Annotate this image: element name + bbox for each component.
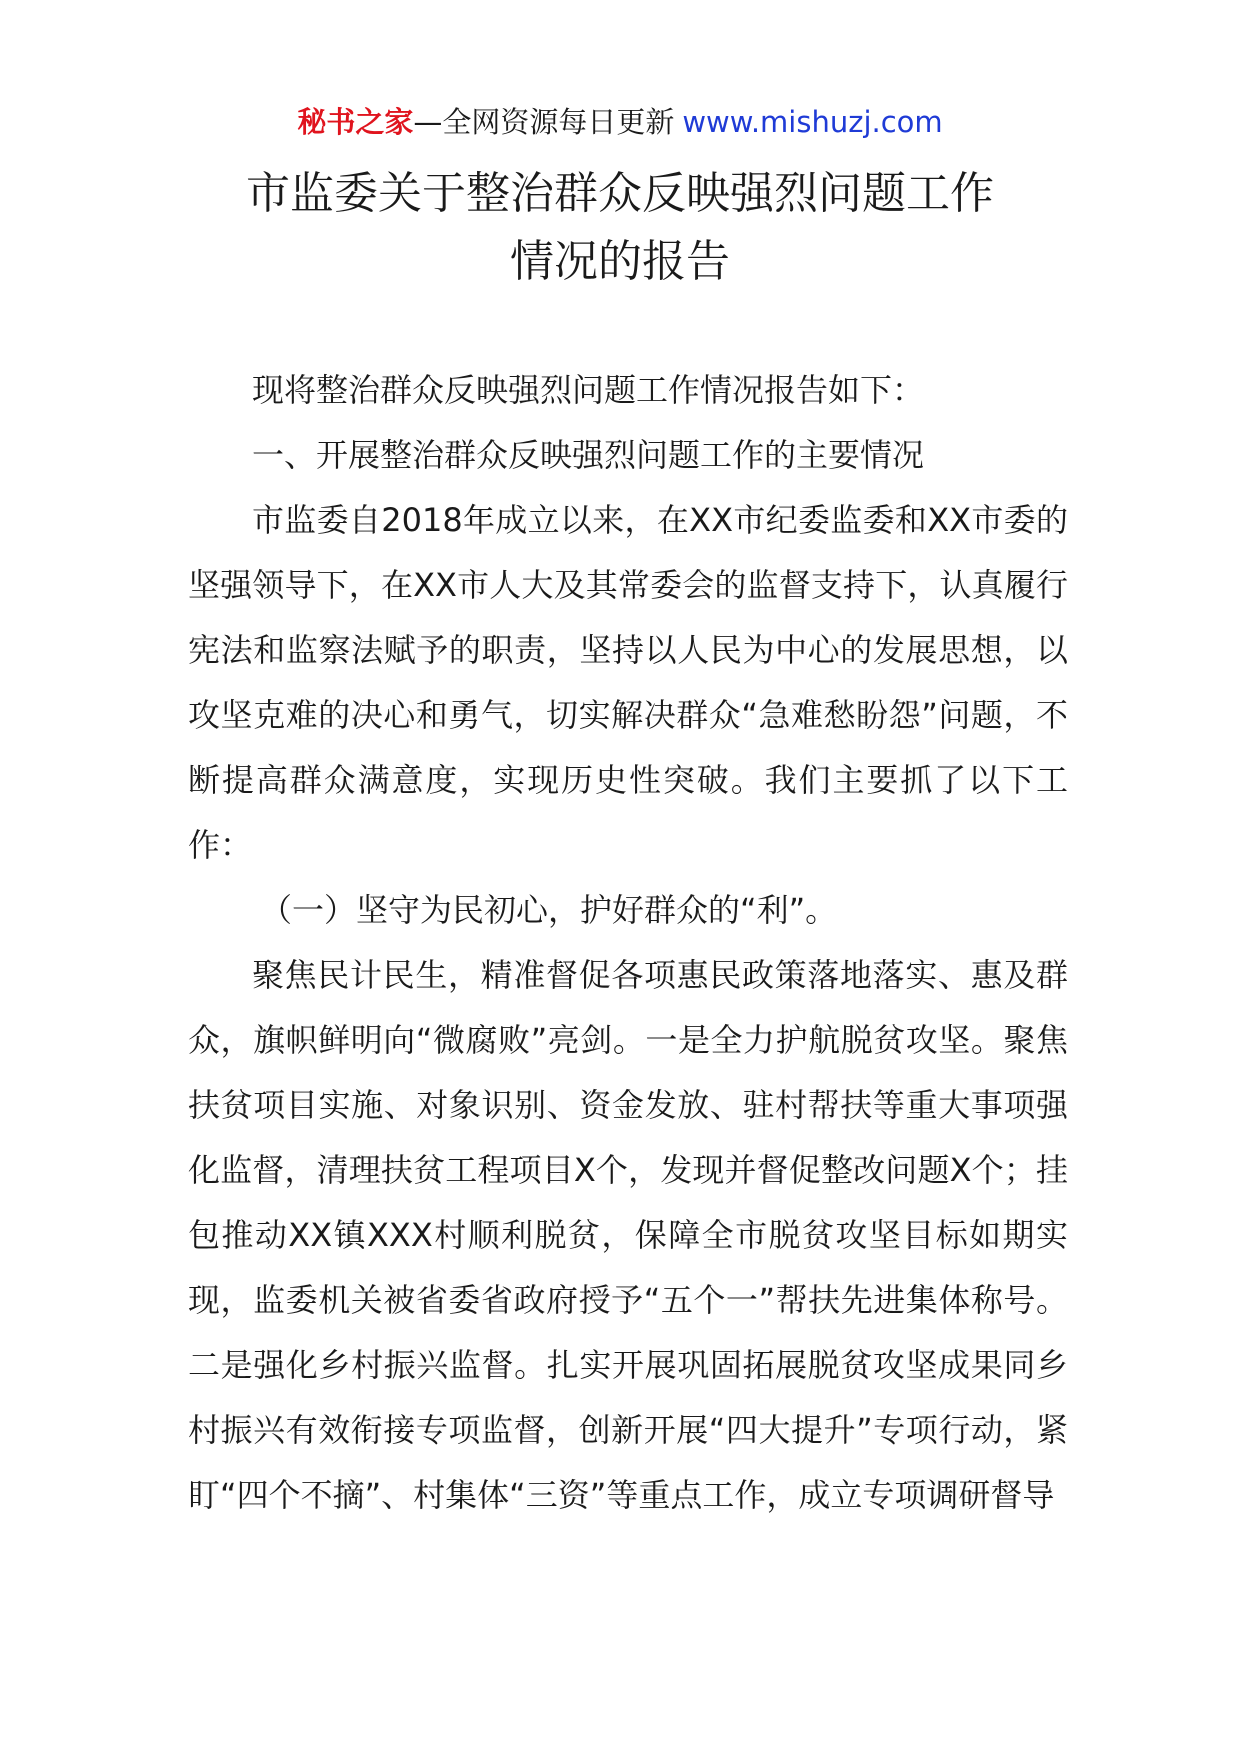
header-tagline: —全网资源每日更新 xyxy=(413,105,675,139)
title-line-2: 情况的报告 xyxy=(510,236,730,287)
brand-name: 秘书之家 xyxy=(297,105,414,139)
section-heading-1: 一、开展整治群众反映强烈问题工作的主要情况 xyxy=(252,436,925,474)
body-paragraph: 聚焦民计民生，精准督促各项惠民政策落地落实、惠及群众，旗帜鲜明向“微腐败”亮剑。一是全力护航脱贫攻坚。聚焦扶贫项目实施、对象识别、资金发放、驻村帮扶等重大事项强化监督，清理扶贫工程项目X个，发现并督促整改问题X个；挂包推动XX镇XXX村顺利脱贫，保障全市脱贫攻坚目标如期实现，监委机关被省委省政府授予“五个一”帮扶先进集体称号。二是强化乡村振兴监督。扎实开展巩固拓展脱贫攻坚成果同乡村振兴有效衔接专项监督，创新开展“四大提升”专项行动，紧盯“四个不摘”、村集体“三资”等重点工作，成立专项调研督导 xyxy=(188,956,1068,1514)
document-title xyxy=(0,160,1240,296)
site-url-link[interactable]: www.mishuzj.com xyxy=(682,105,943,139)
title-line-1: 市监委关于整治群众反映强烈问题工作 xyxy=(246,168,994,219)
subsection-heading-1: （一）坚守为民初心，护好群众的“利”。 xyxy=(260,891,838,929)
intro-paragraph: 现将整治群众反映强烈问题工作情况报告如下： xyxy=(252,371,925,409)
site-header xyxy=(0,100,1240,144)
document-body xyxy=(188,358,1068,1528)
body-paragraph: 市监委自2018年成立以来，在XX市纪委监委和XX市委的坚强领导下，在XX市人大及其常委会的监督支持下，认真履行宪法和监察法赋予的职责，坚持以人民为中心的发展思想，以攻坚克难的决心和勇气，切实解决群众“急难愁盼怨”问题，不断提高群众满意度，实现历史性突破。我们主要抓了以下工作： xyxy=(188,501,1068,864)
